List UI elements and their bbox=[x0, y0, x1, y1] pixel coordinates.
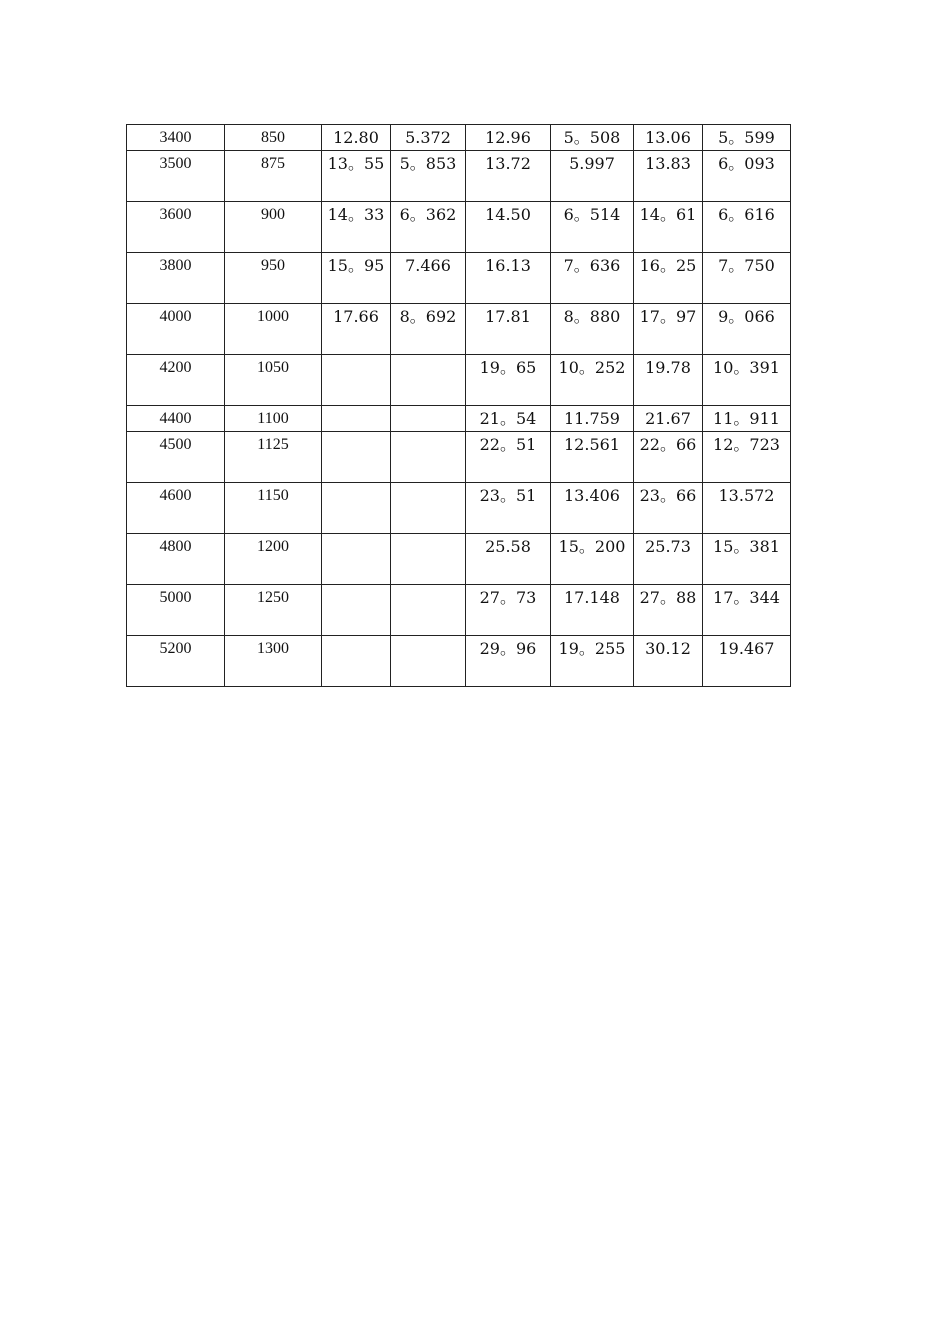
table-cell-col-4: 6。362 bbox=[391, 202, 466, 253]
table-cell-col-5: 13.72 bbox=[466, 151, 551, 202]
table-body bbox=[127, 125, 791, 687]
table-cell-col-8: 13.572 bbox=[703, 483, 791, 534]
table-cell-col-2: 1050 bbox=[225, 355, 322, 406]
table-cell-col-3: 12.80 bbox=[322, 125, 391, 151]
table-cell-col-6: 7。636 bbox=[551, 253, 634, 304]
table-cell-col-6: 5。508 bbox=[551, 125, 634, 151]
table-cell-col-8: 10。391 bbox=[703, 355, 791, 406]
table-cell-col-8: 19.467 bbox=[703, 636, 791, 687]
table-cell-col-4 bbox=[391, 636, 466, 687]
table-cell-col-1: 4500 bbox=[127, 432, 225, 483]
table-cell-col-4: 5。853 bbox=[391, 151, 466, 202]
table-cell-col-5: 19。65 bbox=[466, 355, 551, 406]
table-cell-col-3: 17.66 bbox=[322, 304, 391, 355]
table-cell-col-4 bbox=[391, 355, 466, 406]
table-cell-col-4 bbox=[391, 483, 466, 534]
table-cell-col-8: 15。381 bbox=[703, 534, 791, 585]
table-cell-col-5: 14.50 bbox=[466, 202, 551, 253]
table-cell-col-6: 5.997 bbox=[551, 151, 634, 202]
table-cell-col-5: 23。51 bbox=[466, 483, 551, 534]
table-cell-col-1: 3500 bbox=[127, 151, 225, 202]
table-cell-col-3 bbox=[322, 406, 391, 432]
table-cell-col-7: 23。66 bbox=[634, 483, 703, 534]
table-cell-col-7: 27。88 bbox=[634, 585, 703, 636]
table-cell-col-3 bbox=[322, 585, 391, 636]
table-cell-col-3 bbox=[322, 534, 391, 585]
table-cell-col-1: 3800 bbox=[127, 253, 225, 304]
table-row bbox=[127, 406, 791, 432]
table-cell-col-7: 13.83 bbox=[634, 151, 703, 202]
table-cell-col-1: 4400 bbox=[127, 406, 225, 432]
table-cell-col-2: 875 bbox=[225, 151, 322, 202]
table-cell-col-2: 1000 bbox=[225, 304, 322, 355]
table-cell-col-8: 11。911 bbox=[703, 406, 791, 432]
table-cell-col-6: 11.759 bbox=[551, 406, 634, 432]
table-cell-col-2: 1250 bbox=[225, 585, 322, 636]
table-cell-col-3 bbox=[322, 355, 391, 406]
table-cell-col-2: 1150 bbox=[225, 483, 322, 534]
data-table bbox=[126, 124, 791, 687]
table-cell-col-4 bbox=[391, 432, 466, 483]
table-cell-col-6: 8。880 bbox=[551, 304, 634, 355]
table-cell-col-4: 5.372 bbox=[391, 125, 466, 151]
table-cell-col-5: 21。54 bbox=[466, 406, 551, 432]
table-row bbox=[127, 202, 791, 253]
table-cell-col-7: 21.67 bbox=[634, 406, 703, 432]
table-cell-col-6: 17.148 bbox=[551, 585, 634, 636]
table-cell-col-4 bbox=[391, 534, 466, 585]
table-cell-col-1: 5200 bbox=[127, 636, 225, 687]
table-cell-col-3: 14。33 bbox=[322, 202, 391, 253]
table-cell-col-1: 5000 bbox=[127, 585, 225, 636]
table-cell-col-7: 19.78 bbox=[634, 355, 703, 406]
table-row bbox=[127, 534, 791, 585]
table-cell-col-2: 900 bbox=[225, 202, 322, 253]
table-cell-col-5: 29。96 bbox=[466, 636, 551, 687]
table-cell-col-3: 15。95 bbox=[322, 253, 391, 304]
table-cell-col-8: 9。066 bbox=[703, 304, 791, 355]
table-cell-col-5: 12.96 bbox=[466, 125, 551, 151]
table-cell-col-7: 16。25 bbox=[634, 253, 703, 304]
table-cell-col-6: 15。200 bbox=[551, 534, 634, 585]
table-cell-col-1: 3600 bbox=[127, 202, 225, 253]
table-cell-col-8: 5。599 bbox=[703, 125, 791, 151]
table-cell-col-4 bbox=[391, 585, 466, 636]
table-cell-col-5: 22。51 bbox=[466, 432, 551, 483]
table-cell-col-8: 6。093 bbox=[703, 151, 791, 202]
table-row bbox=[127, 355, 791, 406]
table-cell-col-6: 10。252 bbox=[551, 355, 634, 406]
table-cell-col-1: 4800 bbox=[127, 534, 225, 585]
table-cell-col-1: 4600 bbox=[127, 483, 225, 534]
table-cell-col-6: 12.561 bbox=[551, 432, 634, 483]
table-row bbox=[127, 151, 791, 202]
table-cell-col-3 bbox=[322, 432, 391, 483]
table-row bbox=[127, 253, 791, 304]
table-row bbox=[127, 483, 791, 534]
table-cell-col-7: 25.73 bbox=[634, 534, 703, 585]
table-cell-col-6: 6。514 bbox=[551, 202, 634, 253]
table-cell-col-2: 850 bbox=[225, 125, 322, 151]
table-cell-col-3 bbox=[322, 636, 391, 687]
table-cell-col-2: 1200 bbox=[225, 534, 322, 585]
table-row bbox=[127, 304, 791, 355]
table-cell-col-4: 7.466 bbox=[391, 253, 466, 304]
table-cell-col-2: 950 bbox=[225, 253, 322, 304]
table-cell-col-4: 8。692 bbox=[391, 304, 466, 355]
table-cell-col-7: 17。97 bbox=[634, 304, 703, 355]
table-cell-col-2: 1125 bbox=[225, 432, 322, 483]
table-cell-col-4 bbox=[391, 406, 466, 432]
table-cell-col-2: 1100 bbox=[225, 406, 322, 432]
table-cell-col-7: 22。66 bbox=[634, 432, 703, 483]
table-cell-col-5: 27。73 bbox=[466, 585, 551, 636]
table-cell-col-8: 6。616 bbox=[703, 202, 791, 253]
table-cell-col-5: 17.81 bbox=[466, 304, 551, 355]
table-cell-col-1: 4000 bbox=[127, 304, 225, 355]
table-row bbox=[127, 636, 791, 687]
table-cell-col-7: 30.12 bbox=[634, 636, 703, 687]
table-cell-col-6: 19。255 bbox=[551, 636, 634, 687]
table-cell-col-7: 13.06 bbox=[634, 125, 703, 151]
table-cell-col-3 bbox=[322, 483, 391, 534]
table-cell-col-8: 7。750 bbox=[703, 253, 791, 304]
table-cell-col-8: 17。344 bbox=[703, 585, 791, 636]
table-cell-col-2: 1300 bbox=[225, 636, 322, 687]
table-cell-col-7: 14。61 bbox=[634, 202, 703, 253]
table-cell-col-5: 25.58 bbox=[466, 534, 551, 585]
table-row bbox=[127, 585, 791, 636]
table-row bbox=[127, 432, 791, 483]
table-row bbox=[127, 125, 791, 151]
table-cell-col-3: 13。55 bbox=[322, 151, 391, 202]
table-cell-col-6: 13.406 bbox=[551, 483, 634, 534]
table-cell-col-1: 4200 bbox=[127, 355, 225, 406]
table-cell-col-1: 3400 bbox=[127, 125, 225, 151]
table-cell-col-8: 12。723 bbox=[703, 432, 791, 483]
table-cell-col-5: 16.13 bbox=[466, 253, 551, 304]
